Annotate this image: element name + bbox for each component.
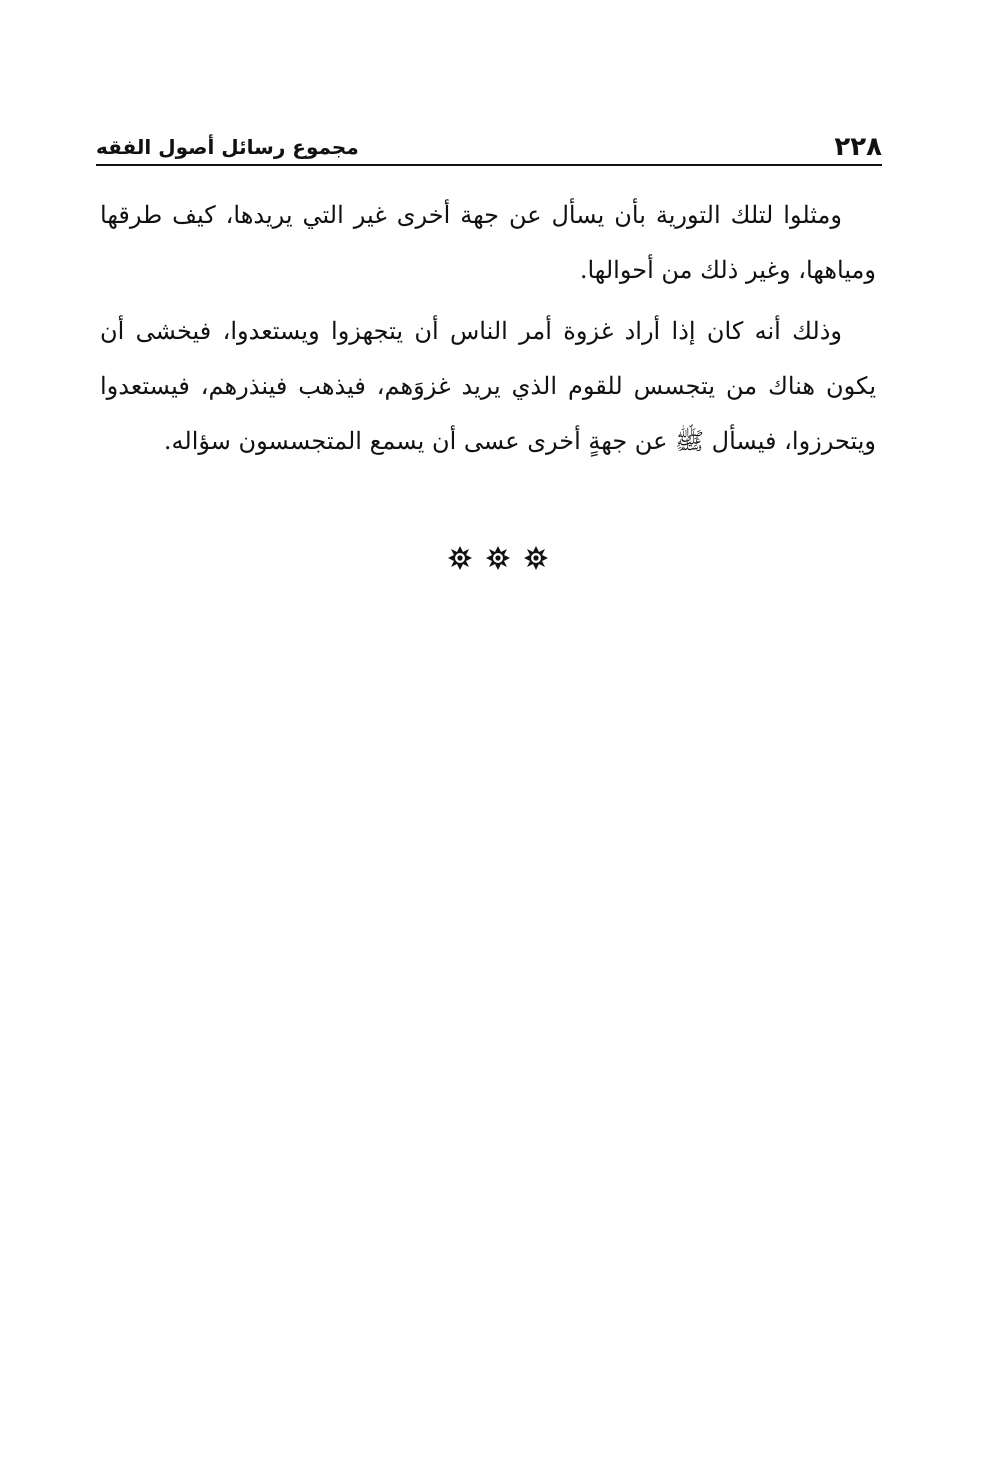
paragraph-2-text: وذلك أنه كان إذا أراد غزوة أمر الناس أن يتجهزوا ويستعدوا، فيخشى أن يكون هناك من يتجسس للقوم الذي يريد غزوَهم، فيذهب فينذرهم، فيستعدوا ويتحرزوا، فيسأل ﷺ عن جهةٍ أخرى عسى أن يسمع المتجسسون سؤاله.: [100, 317, 876, 455]
header-rule: [96, 164, 882, 166]
paragraph-1-text: ومثلوا لتلك التورية بأن يسأل عن جهة أخرى غير التي يريدها، كيف طرقها ومياهها، وغير ذلك من أحوالها.: [100, 201, 876, 284]
star-ornament-icon: [448, 546, 472, 570]
page-header: [96, 128, 882, 162]
body-text: [100, 188, 876, 469]
section-separator: [0, 542, 995, 578]
paragraph-2: [100, 304, 876, 469]
page-number: ٢٢٨: [834, 132, 882, 162]
star-ornament-icon: [524, 546, 548, 570]
star-ornament-icon: [486, 546, 510, 570]
paragraph-1: [100, 188, 876, 298]
running-title: مجموع رسائل أصول الفقه: [96, 135, 359, 159]
